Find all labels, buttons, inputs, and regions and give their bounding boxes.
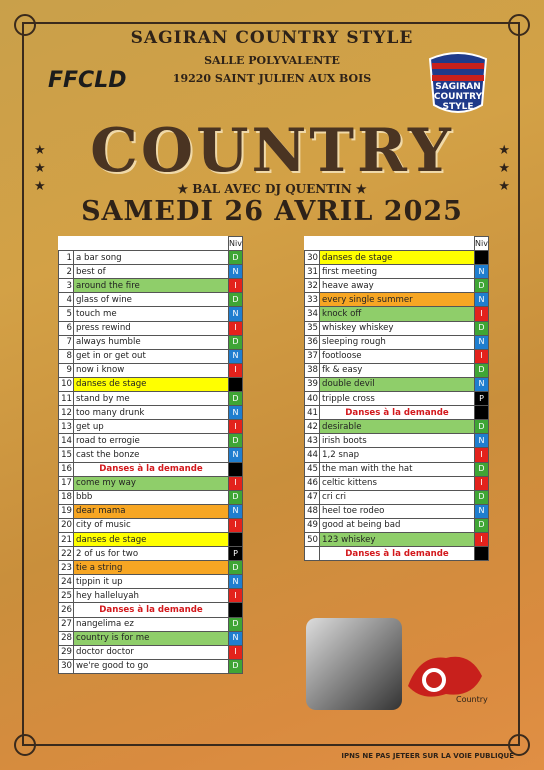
level-badge: I xyxy=(229,589,243,603)
dance-name: road to errogie xyxy=(74,434,229,448)
table-row xyxy=(305,293,489,307)
request-dances-label: Danses à la demande xyxy=(320,406,475,420)
table-row xyxy=(59,518,243,532)
level-badge: N xyxy=(229,504,243,518)
star-icon: ★ ★ ★ xyxy=(34,143,46,194)
level-badge: I xyxy=(229,645,243,659)
table-row xyxy=(59,279,243,293)
table-row xyxy=(305,265,489,279)
dance-number: 25 xyxy=(59,589,74,603)
dance-number: 44 xyxy=(305,448,320,462)
table-row xyxy=(59,392,243,406)
level-column-header: Niv xyxy=(229,237,243,251)
level-badge: D xyxy=(475,420,489,434)
dance-name: good at being bad xyxy=(320,518,475,532)
dance-number: 30 xyxy=(305,251,320,265)
table-row xyxy=(59,363,243,377)
dance-number: 28 xyxy=(59,631,74,645)
cd-logo-text: Country xyxy=(456,695,488,704)
level-badge: I xyxy=(475,349,489,363)
level-badge: N xyxy=(229,631,243,645)
level-badge: N xyxy=(229,307,243,321)
dance-name: 2 of us for two xyxy=(74,547,229,561)
level-column-header: Niv xyxy=(475,237,489,251)
dance-name: footloose xyxy=(320,349,475,363)
country-title: COUNTRY xyxy=(90,116,454,186)
table-row xyxy=(59,349,243,363)
dance-number: 4 xyxy=(59,293,74,307)
dance-name: knock off xyxy=(320,307,475,321)
dance-name: 1,2 snap xyxy=(320,448,475,462)
level-badge: D xyxy=(229,561,243,575)
table-row xyxy=(59,293,243,307)
table-row xyxy=(305,406,489,420)
dance-name: desirable xyxy=(320,420,475,434)
dance-name: dear mama xyxy=(74,504,229,518)
dance-number: 43 xyxy=(305,434,320,448)
dance-name: first meeting xyxy=(320,265,475,279)
dance-name: cri cri xyxy=(320,490,475,504)
table-row xyxy=(59,561,243,575)
table-row xyxy=(59,462,243,476)
level-badge: D xyxy=(475,518,489,532)
dance-name: danses de stage xyxy=(74,377,229,391)
dance-name: tripple cross xyxy=(320,392,475,406)
level-badge: N xyxy=(475,265,489,279)
club-name: SAGIRAN COUNTRY STYLE xyxy=(130,28,414,48)
level-badge: I xyxy=(229,363,243,377)
event-date: SAMEDI 26 AVRIL 2025 xyxy=(81,196,463,227)
level-badge: D xyxy=(229,335,243,349)
dance-number: 8 xyxy=(59,349,74,363)
level-badge xyxy=(475,251,489,265)
table-row xyxy=(305,504,489,518)
table-row xyxy=(59,476,243,490)
dance-name: nangelima ez xyxy=(74,617,229,631)
dance-number: 5 xyxy=(59,307,74,321)
dance-number: 46 xyxy=(305,476,320,490)
table-row xyxy=(59,434,243,448)
dance-number: 21 xyxy=(59,532,74,546)
table-row xyxy=(305,434,489,448)
dance-number: 29 xyxy=(59,645,74,659)
dance-number: 35 xyxy=(305,321,320,335)
level-badge: D xyxy=(475,279,489,293)
request-dances-label: Danses à la demande xyxy=(320,547,475,561)
dance-number: 17 xyxy=(59,476,74,490)
dance-number: 41 xyxy=(305,406,320,420)
dance-number: 31 xyxy=(305,265,320,279)
sagiran-badge-logo xyxy=(420,45,496,121)
level-badge: D xyxy=(229,490,243,504)
table-row xyxy=(59,251,243,265)
level-badge xyxy=(229,603,243,617)
dance-number: 30 xyxy=(59,659,74,673)
dj-line: ★ BAL AVEC DJ QUENTIN ★ xyxy=(177,182,367,196)
dance-name: danses de stage xyxy=(320,251,475,265)
dance-name: danses de stage xyxy=(74,532,229,546)
dance-name: too many drunk xyxy=(74,406,229,420)
table-row xyxy=(305,392,489,406)
table-row xyxy=(305,547,489,561)
dance-number: 13 xyxy=(59,420,74,434)
table-row xyxy=(59,420,243,434)
svg-text:STYLE: STYLE xyxy=(442,102,474,112)
table-row xyxy=(305,279,489,293)
dance-number: 26 xyxy=(59,603,74,617)
level-badge: I xyxy=(475,532,489,546)
level-badge: I xyxy=(229,321,243,335)
dance-name: irish boots xyxy=(320,434,475,448)
dance-number: 20 xyxy=(59,518,74,532)
dance-number: 1 xyxy=(59,251,74,265)
table-row xyxy=(59,589,243,603)
dance-number: 3 xyxy=(59,279,74,293)
dance-name: get in or get out xyxy=(74,349,229,363)
table-row xyxy=(305,448,489,462)
table-row xyxy=(305,532,489,546)
table-row xyxy=(59,377,243,391)
ffcld-logo: FFCLD xyxy=(48,68,127,93)
level-badge: D xyxy=(229,434,243,448)
table-row xyxy=(59,504,243,518)
dance-number: 34 xyxy=(305,307,320,321)
table-row xyxy=(59,490,243,504)
table-row xyxy=(305,363,489,377)
table-row xyxy=(59,603,243,617)
dance-number: 2 xyxy=(59,265,74,279)
dance-name: best of xyxy=(74,265,229,279)
dance-name: around the fire xyxy=(74,279,229,293)
table-row xyxy=(305,420,489,434)
dance-name: a bar song xyxy=(74,251,229,265)
dance-number: 7 xyxy=(59,335,74,349)
level-badge: I xyxy=(475,476,489,490)
level-badge: I xyxy=(229,420,243,434)
dance-number: 38 xyxy=(305,363,320,377)
table-row xyxy=(59,659,243,673)
table-row xyxy=(305,321,489,335)
level-badge: D xyxy=(229,392,243,406)
dance-number: 10 xyxy=(59,377,74,391)
dance-name: city of music xyxy=(74,518,229,532)
venue-address: 19220 SAINT JULIEN AUX BOIS xyxy=(172,72,372,85)
dance-number: 19 xyxy=(59,504,74,518)
dance-name: the man with the hat xyxy=(320,462,475,476)
country-dance-logo xyxy=(400,646,492,706)
request-dances-label: Danses à la demande xyxy=(74,462,229,476)
dance-name: doctor doctor xyxy=(74,645,229,659)
dance-number: 32 xyxy=(305,279,320,293)
table-row xyxy=(59,575,243,589)
level-badge xyxy=(475,547,489,561)
dance-name: every single summer xyxy=(320,293,475,307)
dance-number: 6 xyxy=(59,321,74,335)
level-badge xyxy=(229,462,243,476)
level-badge: D xyxy=(229,293,243,307)
dance-name: country is for me xyxy=(74,631,229,645)
level-badge: D xyxy=(229,659,243,673)
table-row xyxy=(59,307,243,321)
table-row xyxy=(59,631,243,645)
dance-number: 39 xyxy=(305,377,320,391)
dance-number: 12 xyxy=(59,406,74,420)
dance-number: 37 xyxy=(305,349,320,363)
level-badge: N xyxy=(475,335,489,349)
venue-name: SALLE POLYVALENTE xyxy=(204,54,340,67)
level-badge: N xyxy=(229,406,243,420)
table-row xyxy=(59,448,243,462)
svg-text:COUNTRY: COUNTRY xyxy=(433,92,483,102)
table-row xyxy=(59,321,243,335)
dance-name: sleeping rough xyxy=(320,335,475,349)
dj-photo xyxy=(306,618,402,710)
level-badge: I xyxy=(229,279,243,293)
level-badge: N xyxy=(475,377,489,391)
dance-number: 50 xyxy=(305,532,320,546)
level-badge: N xyxy=(475,293,489,307)
table-row xyxy=(59,335,243,349)
dance-number: 27 xyxy=(59,617,74,631)
dance-name: tippin it up xyxy=(74,575,229,589)
dance-name: always humble xyxy=(74,335,229,349)
table-row xyxy=(59,265,243,279)
table-row xyxy=(305,307,489,321)
dance-number: 18 xyxy=(59,490,74,504)
dance-list-right xyxy=(304,236,489,561)
dance-name: now i know xyxy=(74,363,229,377)
level-badge: D xyxy=(229,251,243,265)
dance-name: stand by me xyxy=(74,392,229,406)
dance-name: glass of wine xyxy=(74,293,229,307)
dance-number: 23 xyxy=(59,561,74,575)
dance-number: 36 xyxy=(305,335,320,349)
level-badge: I xyxy=(475,448,489,462)
level-badge: P xyxy=(229,547,243,561)
table-row xyxy=(59,532,243,546)
svg-text:SAGIRAN: SAGIRAN xyxy=(435,82,481,92)
star-icon: ★ ★ ★ xyxy=(498,143,510,194)
dance-number: 40 xyxy=(305,392,320,406)
table-row xyxy=(59,617,243,631)
dance-name: celtic kittens xyxy=(320,476,475,490)
dance-number: 15 xyxy=(59,448,74,462)
dance-number: 22 xyxy=(59,547,74,561)
dance-number: 24 xyxy=(59,575,74,589)
level-badge xyxy=(475,406,489,420)
dance-number: 33 xyxy=(305,293,320,307)
level-badge: N xyxy=(229,265,243,279)
dance-name: fk & easy xyxy=(320,363,475,377)
dance-name: come my way xyxy=(74,476,229,490)
dance-number: 49 xyxy=(305,518,320,532)
dance-list-left xyxy=(58,236,243,674)
table-row xyxy=(59,406,243,420)
request-dances-label: Danses à la demande xyxy=(74,603,229,617)
table-row xyxy=(305,335,489,349)
dance-number: 14 xyxy=(59,434,74,448)
level-badge: N xyxy=(229,349,243,363)
level-badge: D xyxy=(475,490,489,504)
level-badge: P xyxy=(475,392,489,406)
dance-number xyxy=(305,547,320,561)
table-row xyxy=(305,251,489,265)
dance-number: 47 xyxy=(305,490,320,504)
level-badge: N xyxy=(475,504,489,518)
level-badge: N xyxy=(229,575,243,589)
level-badge: I xyxy=(229,476,243,490)
level-badge xyxy=(229,377,243,391)
table-row xyxy=(305,349,489,363)
table-row xyxy=(305,377,489,391)
dance-number: 16 xyxy=(59,462,74,476)
dance-number: 9 xyxy=(59,363,74,377)
dance-name: get up xyxy=(74,420,229,434)
dance-name: bbb xyxy=(74,490,229,504)
table-row xyxy=(59,645,243,659)
dance-name: touch me xyxy=(74,307,229,321)
table-row xyxy=(305,476,489,490)
level-badge: I xyxy=(229,518,243,532)
dance-name: hey halleluyah xyxy=(74,589,229,603)
level-badge: D xyxy=(475,321,489,335)
dance-name: 123 whiskey xyxy=(320,532,475,546)
dj-text: BAL AVEC DJ QUENTIN xyxy=(192,182,352,196)
table-row xyxy=(305,462,489,476)
dance-number: 11 xyxy=(59,392,74,406)
dance-number: 48 xyxy=(305,504,320,518)
dance-name: tie a string xyxy=(74,561,229,575)
table-row xyxy=(305,490,489,504)
frame-corner-ornament xyxy=(14,734,36,756)
dance-name: cast the bonze xyxy=(74,448,229,462)
footer-notice: IPNS NE PAS JETEER SUR LA VOIE PUBLIQUE xyxy=(341,752,514,760)
level-badge: N xyxy=(475,434,489,448)
dance-name: we're good to go xyxy=(74,659,229,673)
level-badge xyxy=(229,532,243,546)
table-row xyxy=(59,547,243,561)
level-badge: N xyxy=(229,448,243,462)
level-badge: D xyxy=(229,617,243,631)
dance-number: 42 xyxy=(305,420,320,434)
table-row xyxy=(305,518,489,532)
dance-name: press rewind xyxy=(74,321,229,335)
level-badge: D xyxy=(475,363,489,377)
dance-name: whiskey whiskey xyxy=(320,321,475,335)
dance-number: 45 xyxy=(305,462,320,476)
dance-name: heel toe rodeo xyxy=(320,504,475,518)
level-badge: D xyxy=(475,462,489,476)
dance-name: heave away xyxy=(320,279,475,293)
dance-name: double devil xyxy=(320,377,475,391)
level-badge: I xyxy=(475,307,489,321)
